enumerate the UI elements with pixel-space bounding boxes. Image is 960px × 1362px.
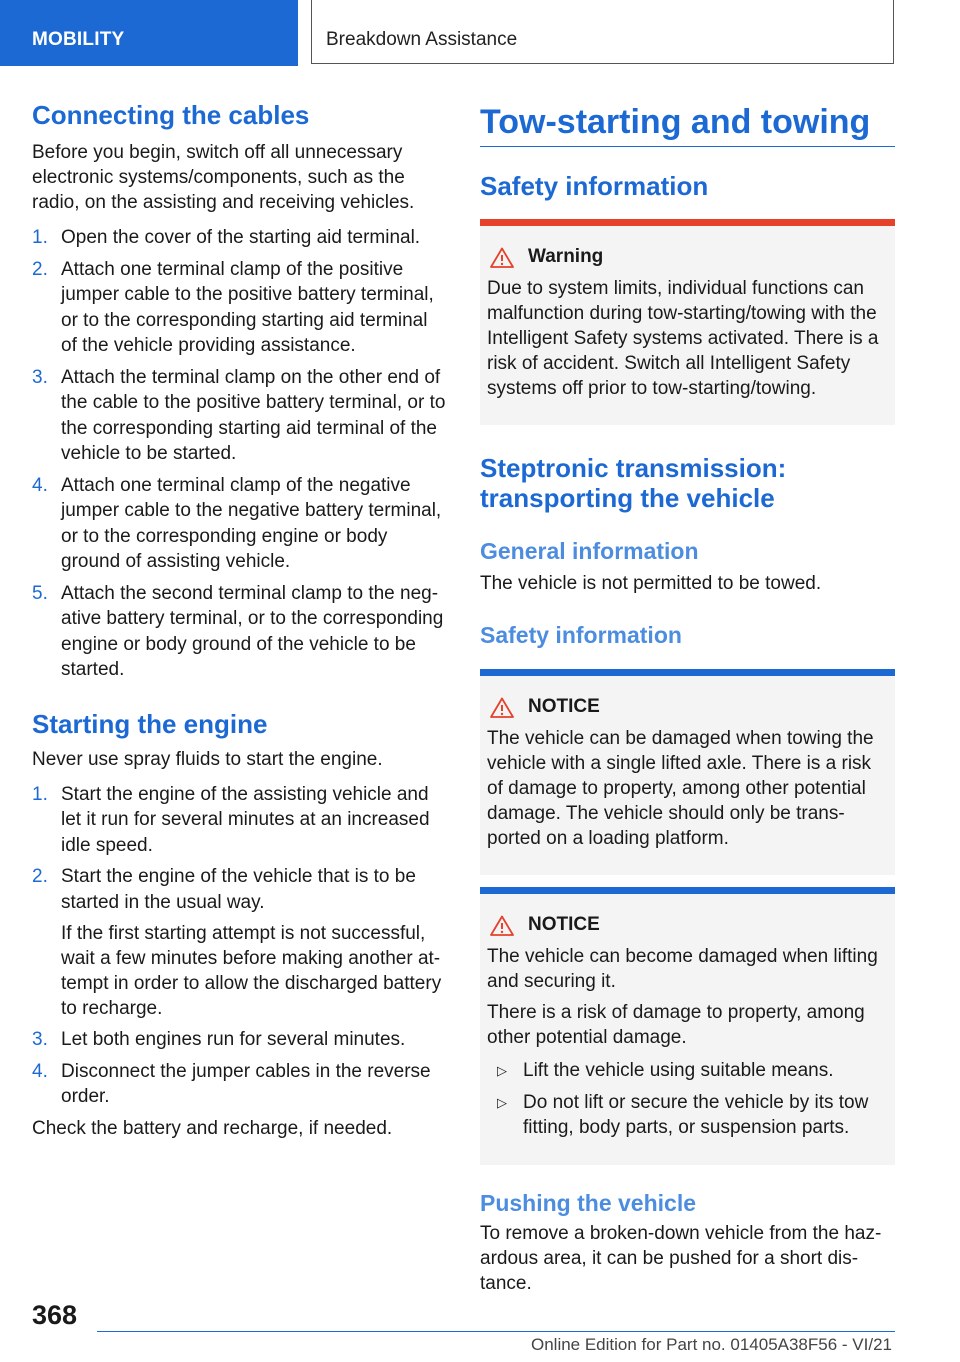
page-header — [0, 0, 960, 66]
list-item — [32, 225, 448, 251]
step-text: Attach the second terminal clamp to the neg‐ative battery terminal, or to the corresponding engine or body ground of the vehicle to be started. — [61, 582, 444, 680]
list-item — [487, 1058, 888, 1084]
heading-connecting-cables: Connecting the cables — [32, 100, 310, 130]
step-number: 3. — [32, 1029, 48, 1050]
list-item — [32, 782, 448, 859]
step-number: 2. — [32, 866, 48, 887]
section-title: MOBILITY — [32, 29, 125, 50]
triangle-bullet-icon: ▷ — [497, 1063, 507, 1078]
list-item — [487, 1090, 888, 1141]
pushing-text: To remove a broken-down vehicle from the haz‐ardous area, it can be pushed for a short dis‐tance. — [480, 1222, 882, 1294]
notice-box-1 — [480, 669, 895, 875]
warning-text: Due to system limits, individual functions can malfunction during tow-starting/towing with the Intelligent Safety systems activated. There is a risk of accident. Switch all Intelligent Safety systems off prior to tow-starting/towing. — [487, 278, 879, 399]
notice-header — [487, 696, 888, 718]
step-text: Attach the terminal clamp on the other end of the cable to the positive battery terminal, or to the corresponding starting aid terminal of the vehicle to be started. — [61, 366, 446, 464]
list-item — [32, 864, 448, 1021]
notice-label: NOTICE — [528, 914, 600, 935]
heading-tow-starting: Tow-starting and towing — [480, 103, 871, 141]
starting-intro: Never use spray fluids to start the engine. — [32, 748, 383, 770]
notice-bullets — [487, 1058, 888, 1141]
step-number: 1. — [32, 783, 48, 805]
connecting-intro: Before you begin, switch off all unnecessary electronic systems/components, such as the radio, on the assisting and receiving vehicles. — [32, 142, 415, 213]
list-item — [32, 365, 448, 467]
starting-outro: Check the battery and recharge, if needed. — [32, 1117, 393, 1139]
heading-general-information: General information — [480, 538, 699, 564]
left-column — [32, 100, 448, 1141]
list-item — [32, 581, 448, 683]
heading-starting-engine: Starting the engine — [32, 708, 268, 739]
connecting-steps — [32, 225, 448, 683]
notice-box-2 — [480, 887, 895, 1165]
warning-header — [487, 246, 888, 268]
heading-safety-information: Safety information — [480, 171, 709, 201]
step-number: 3. — [32, 366, 48, 388]
step-number: 2. — [32, 258, 48, 280]
section-tab — [0, 0, 298, 66]
notice-text: The vehicle can be damaged when towing the vehicle with a single lifted axle. There is a risk of damage to property, among other potential damage. The vehicle should only be trans‐ported on a loading platform. — [487, 728, 874, 849]
step-number: 1. — [32, 227, 48, 248]
list-item — [32, 1027, 448, 1053]
step-number: 4. — [32, 1060, 48, 1082]
notice-text: The vehicle can become damaged when lifting and securing it. — [487, 946, 878, 992]
notice-header — [487, 914, 888, 936]
page-number: 368 — [32, 1300, 78, 1330]
triangle-bullet-icon: ▷ — [497, 1094, 507, 1110]
warning-triangle-icon — [490, 247, 514, 268]
warning-triangle-icon — [490, 697, 514, 718]
right-column — [480, 100, 895, 1296]
chapter-tab — [311, 0, 894, 64]
bullet-text: Lift the vehicle using suitable means. — [523, 1060, 834, 1081]
step-text: Start the engine of the assisting vehicle and let it run for several minutes at an increased idle speed. — [61, 783, 430, 856]
step-text: Let both engines run for several minutes. — [61, 1029, 406, 1050]
step-text: Start the engine of the vehicle that is to be started in the usual way. — [61, 866, 416, 913]
step-text: Open the cover of the starting aid terminal. — [61, 227, 421, 248]
bullet-text: Do not lift or secure the vehicle by its tow fitting, body parts, or suspension parts. — [523, 1091, 869, 1138]
step-text: Attach one terminal clamp of the negative jumper cable to the negative battery terminal, or to the corresponding engine or body ground of assisting vehicle. — [61, 474, 442, 572]
footer-rule — [97, 1331, 895, 1332]
notice-text: There is a risk of damage to property, among other potential damage. — [487, 1002, 865, 1048]
heading-safety-information-2: Safety information — [480, 622, 682, 648]
step-note: If the first starting attempt is not successful, wait a few minutes before making another at‐tempt in order to allow the discharged battery to recharge. — [61, 923, 442, 1019]
notice-label: NOTICE — [528, 696, 600, 717]
general-text: The vehicle is not permitted to be towed. — [480, 573, 822, 594]
chapter-title: Breakdown Assistance — [326, 29, 518, 50]
step-text: Attach one terminal clamp of the positive jumper cable to the positive battery terminal, or to the corresponding starting aid terminal of the vehicle providing assistance. — [61, 258, 434, 356]
warning-box — [480, 219, 895, 425]
footer-edition: Online Edition for Part no. 01405A38F56 - VI/21 — [530, 1335, 892, 1354]
starting-steps — [32, 782, 448, 1110]
list-item — [32, 1059, 448, 1110]
warning-triangle-icon — [490, 915, 514, 936]
heading-rule — [480, 100, 895, 147]
heading-pushing-vehicle: Pushing the vehicle — [480, 1189, 696, 1216]
step-number: 5. — [32, 582, 48, 604]
list-item — [32, 257, 448, 359]
heading-steptronic: Steptronic transmission: transporting the vehicle — [480, 453, 787, 513]
step-number: 4. — [32, 474, 48, 496]
step-text: Disconnect the jumper cables in the reverse order. — [61, 1060, 431, 1107]
list-item — [32, 473, 448, 575]
warning-label: Warning — [528, 246, 604, 267]
